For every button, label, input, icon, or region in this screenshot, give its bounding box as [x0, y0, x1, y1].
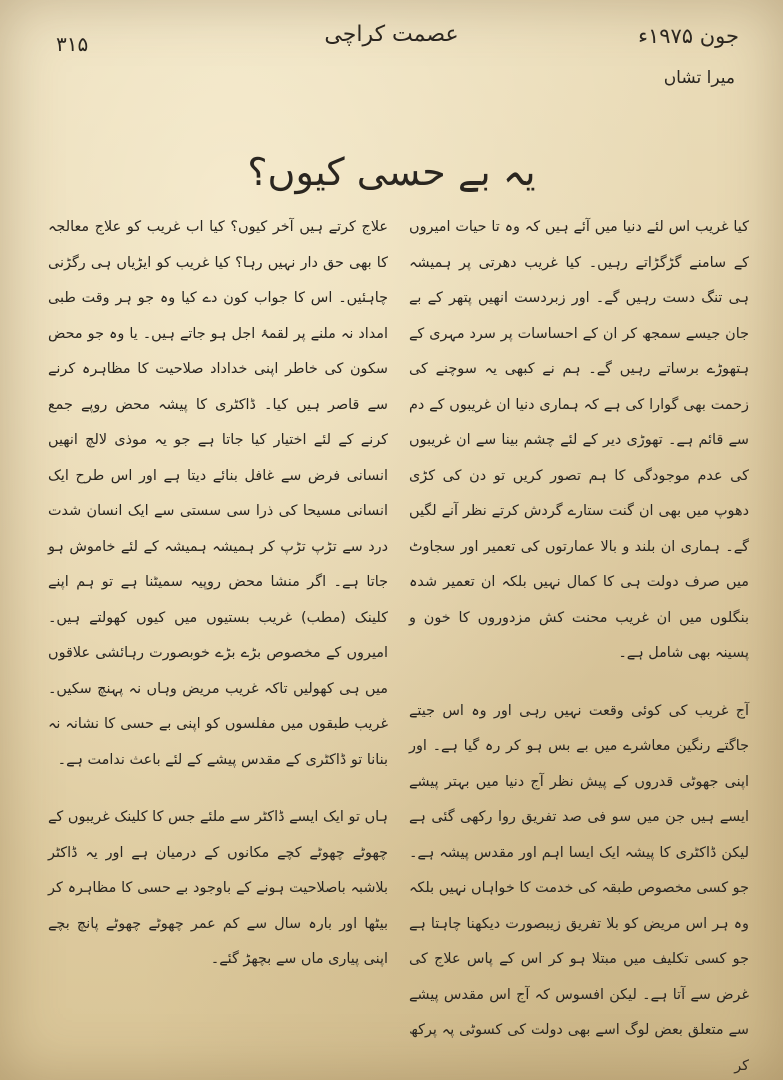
paragraph: ہاں تو ایک ایسے ڈاکٹر سے ملئے جس کا کلینک غریبوں کے چھوٹے چھوٹے کچے مکانوں کے درمیان ہے اور یہ ڈاکٹر بلاشبہ باصلاحیت ہونے کے باوجود بے حسی کا مظاہرہ کر بیٹھا اور بارہ سال سے کم عمر چھوٹے چھوٹے پانچ بچے اپنی پیاری ماں سے بچھڑ گئے۔ — [48, 809, 388, 967]
page-number: ۳۱۵ — [56, 32, 89, 56]
magazine-name: عصمت کراچی — [324, 22, 459, 47]
paragraph: آج غریب کی کوئی وقعت نہیں رہی اور وہ اس جیتے جاگتے رنگین معاشرے میں بے بس ہو کر رہ گیا ہے۔ اور اپنی جھوٹی قدروں کے پیش نظر آج دنیا میں بہتر پیشے ایسے ہیں جن میں سو فی صد تفریق روا رکھی گئی ہے لیکن ڈاکٹری کا پیشہ ایک ایسا اہم اور مقدس پیشہ ہے۔ جو کسی مخصوص طبقہ کی خدمت کا خواہاں نہیں بلکہ وہ ہر اس مریض کو بلا تفریق زیبصورت دیکھنا چاہتا ہے جو کسی تکلیف میں مبتلا ہو کر اس کے پاس علاج کی غرض سے آتا ہے۔ لیکن افسوس کہ آج اس مقدس پیشے سے متعلق بعض لوگ اسے بھی دولت کی کسوٹی پہ پرکھ کر — [409, 702, 749, 1074]
article-column-right — [409, 210, 749, 1080]
issue-date: جون ۱۹۷۵ء — [638, 24, 739, 48]
article-column-left — [48, 210, 388, 978]
section-label: میرا تشاں — [663, 68, 735, 88]
paragraph: علاج کرتے ہیں آخر کیوں؟ کیا اب غریب کو علاج معالجہ کا بھی حق دار نہیں رہا؟ کیا غریب کو ایڑیاں ہی رگڑنی چاہئیں۔ اس کا جواب کون دے کیا وہ جو ہر وقت طبی امداد نہ ملنے پر لقمۂ اجل ہو جاتے ہیں۔ یا وہ جو محض سکون کی خاطر اپنی خداداد صلاحیت کا مظاہرہ کرنے سے قاصر ہیں کیا۔ ڈاکٹری کا پیشہ محض روپے جمع کرنے کے لئے اختیار کیا جاتا ہے جو یہ موذی لالچ انھیں انسانی فرض سے غافل بنائے دیتا ہے اور اس طرح ایک انسانی مسیحا کی ذرا سی سستی سے ایک انسان شدت درد سے تڑپ تڑپ کر ہمیشہ ہمیشہ کے لئے خاموش ہو جاتا ہے۔ اگر منشا محض روپیہ سمیٹنا ہے تو ہم اپنے کلینک (مطب) غریب بستیوں میں کیوں کھولتے ہیں۔ امیروں کے مخصوص بڑے بڑے خوبصورت رہائشی علاقوں میں ہی کھولیں تاکہ غریب مریض وہاں نہ پہنچ سکیں۔ غریب طبقوں میں مفلسوں کو اپنی بے حسی کا نشانہ نہ بنانا تو ڈاکٹری کے مقدس پیشے کے لئے باعث ندامت ہے۔ — [48, 219, 388, 768]
article-title: یہ بے حسی کیوں؟ — [247, 150, 536, 194]
page-header — [40, 22, 743, 58]
paragraph: کیا غریب اس لئے دنیا میں آئے ہیں کہ وہ تا حیات امیروں کے سامنے گڑگڑاتے رہیں۔ کیا غریب دھرتی پر ہمیشہ ہی تنگ دست رہیں گے۔ اور زبردست انھیں پتھر کے بے جان جیسے سمجھ کر ان کے احساسات پر سرد مہری کے ہتھوڑے برساتے رہیں گے۔ ہم نے کبھی یہ سوچنے کی زحمت بھی گوارا کی ہے کہ ہماری دنیا ان غریبوں کے دم سے قائم ہے۔ تھوڑی دیر کے لئے چشم بینا سے ان غریبوں کی عدم موجودگی کا ہم تصور کریں تو دن کی کڑی دھوپ میں بھی ان گنت ستارے گردش کرتے نظر آنے لگیں گے۔ ہماری ان بلند و بالا عمارتوں کی تعمیر اور سجاوٹ میں صرف دولت ہی کا کمال نہیں بلکہ ان تعمیر شدہ بنگلوں میں ان غریب محنت کش مزدوروں کا خون و پسینہ بھی شامل ہے۔ — [409, 219, 749, 661]
